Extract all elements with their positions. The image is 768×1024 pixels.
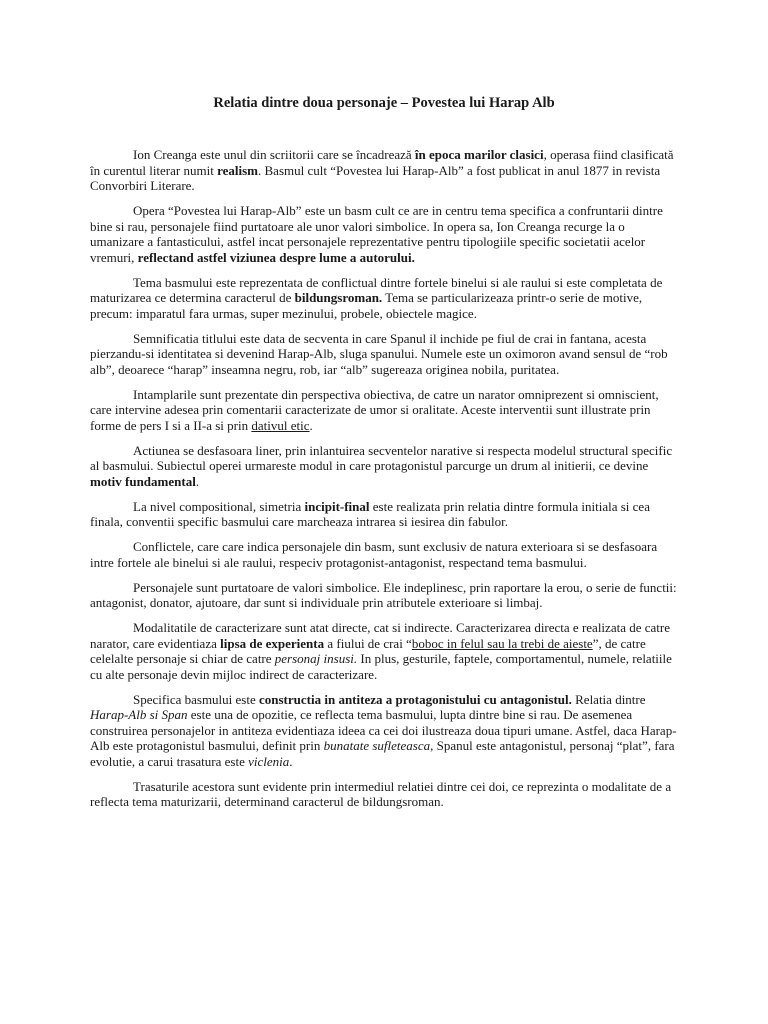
text-run: boboc in felul sau la trebi de aieste	[411, 635, 593, 651]
text-run: Actiunea se desfasoara liner, prin inlantuirea secventelor narative si respecta modelul structural specific al basmului. Subiectul operei urmareste modul in care protagonistul parcurge un drum al initierii, ce devine	[90, 442, 673, 473]
paragraph-caracterizare	[90, 620, 678, 682]
text-run: . Basmul cult “Povestea lui Harap-Alb” a fost publicat in anul 1877 in revista Convorbiri Literare.	[90, 162, 661, 193]
paragraph-actiune	[90, 443, 678, 490]
paragraph-tema	[90, 275, 678, 322]
text-run: realism	[217, 162, 258, 178]
text-run: Intamplarile sunt prezentate din perspectiva obiectiva, de catre un narator omniprezent si omniscient, care intervine adesea prin comentarii caracterizate de umor si oralitate. Aceste interventii sunt illustrate prin forme de pers I si a II-a si prin	[90, 386, 659, 433]
text-run: Relatia dintre	[571, 691, 646, 707]
text-run: , Spanul este antagonistul, personaj “plat”, fara evolutie, a carui trasatura este	[90, 738, 675, 769]
text-run: .	[195, 473, 200, 489]
text-run: Personajele sunt purtatoare de valori simbolice. Ele indeplinesc, prin raportare la erou, o serie de functii: antagonist, donator, ajutoare, dar sunt si individuale prin atributele exterioare si limbaj.	[90, 579, 677, 610]
text-run: viclenia	[248, 753, 290, 769]
text-run: Harap-Alb si Span	[90, 707, 188, 722]
text-run: este realizata prin relatia dintre formula initiala si cea finala, conventii specific basmului care marcheaza intrarea si iesirea din fabulor.	[90, 498, 650, 529]
paragraph-opera	[90, 203, 678, 265]
paragraph-personaje	[90, 580, 678, 611]
text-run: personaj insusi.	[274, 651, 358, 666]
text-run: Ion Creanga este unul din scriitorii care se încadrează	[133, 147, 415, 162]
paragraph-intro	[90, 147, 678, 194]
text-run: Conflictele, care care indica personajele din basm, sunt exclusiv de natura exterioara si se desfasoara intre fortele ale binelui si ale raului, respeciv protagonist-antagonist, respectand tema basmului.	[90, 539, 658, 570]
paragraph-narator	[90, 387, 678, 434]
text-run: , operasa fiind clasificată în curentul literar numit	[90, 147, 674, 178]
paragraph-compozitie	[90, 499, 678, 530]
text-run: La nivel compositional, simetria	[133, 498, 305, 514]
text-run: reflectand astfel viziunea despre lume a autorului.	[137, 249, 415, 265]
text-run: Tema se particularizeaza printr-o serie de motive, precum: imparatul fara urmas, super mezinului, probele, obiectele magice.	[90, 290, 643, 321]
text-run: Trasaturile acestora sunt evidente prin intermediul relatiei dintre cei doi, ce reprezinta o modalitate de a reflecta tema maturizarii, determinand caracterul de bildungsroman.	[90, 778, 672, 809]
text-run: ”, de catre celelalte personaje si chiar de catre	[90, 635, 646, 666]
text-run: Opera “Povestea lui Harap-Alb” este un basm cult ce are in centru tema specifica a confruntarii dintre bine si rau, personajele fiind purtatoare ale unor valori simbolice. In opera sa, Ion Creanga recurge la o umanizare a fantasticului, astfel incat personajele reprezentative pentru tipologiile specific societatii acelor vremuri,	[90, 203, 663, 265]
text-run: motiv fundamental	[90, 473, 196, 489]
text-run: In plus, gesturile, faptele, comportamentul, numele, relatiile cu alte personaje devin mijloc indirect de caracterizare.	[90, 651, 672, 682]
paragraph-titlu	[90, 331, 678, 378]
text-run: bildungsroman.	[294, 290, 383, 305]
text-run: incipit-final	[304, 498, 370, 514]
text-run: în epoca marilor clasici	[414, 147, 544, 162]
paragraph-antiteza	[90, 692, 678, 770]
text-run: Tema basmului este reprezentata de conflictual dintre fortele binelui si ale raului si este completata de maturizarea ce determina caracterul de	[90, 274, 663, 305]
text-run: lipsa de experienta	[220, 635, 325, 651]
text-run: Semnificatia titlului este data de secventa in care Spanul il inchide pe fiul de crai in fantana, acesta pierzandu-si identitatea si devenind Harap-Alb, sluga spanului. Numele este un oximoron avand sensul de “rob alb”, deoarece “harap” inseamna negru, rob, iar “alb” sugereaza originea nobila, puritatea.	[90, 330, 668, 377]
text-run: .	[289, 753, 293, 769]
paragraph-conflict	[90, 539, 678, 570]
text-run: a fiului de crai “	[324, 635, 412, 651]
text-run: bunatate sufleteasca	[323, 738, 431, 753]
text-run: este una de opozitie, ce reflecta tema basmului, lupta dintre bine si rau. De asemenea construirea personajelor in antiteza evidentiaza ideea ca cei doi ilustreaza doua tipuri umane. Astfel, daca Harap-Alb este protagonistul basmului, definit prin	[90, 707, 677, 753]
document-page	[90, 94, 678, 819]
text-run: .	[309, 417, 313, 433]
text-run: Modalitatile de caracterizare sunt atat directe, cat si indirecte. Caracterizarea directa e realizata de catre narator, care evidentiaza	[90, 620, 670, 651]
text-run: Specifica basmului este	[133, 691, 259, 707]
text-run: dativul etic	[251, 417, 310, 433]
text-run: constructia in antiteza a protagonistului cu antagonistul.	[259, 691, 572, 707]
document-title: Relatia dintre doua personaje – Povestea lui Harap Alb	[213, 95, 555, 111]
paragraph-concluzie	[90, 779, 678, 810]
